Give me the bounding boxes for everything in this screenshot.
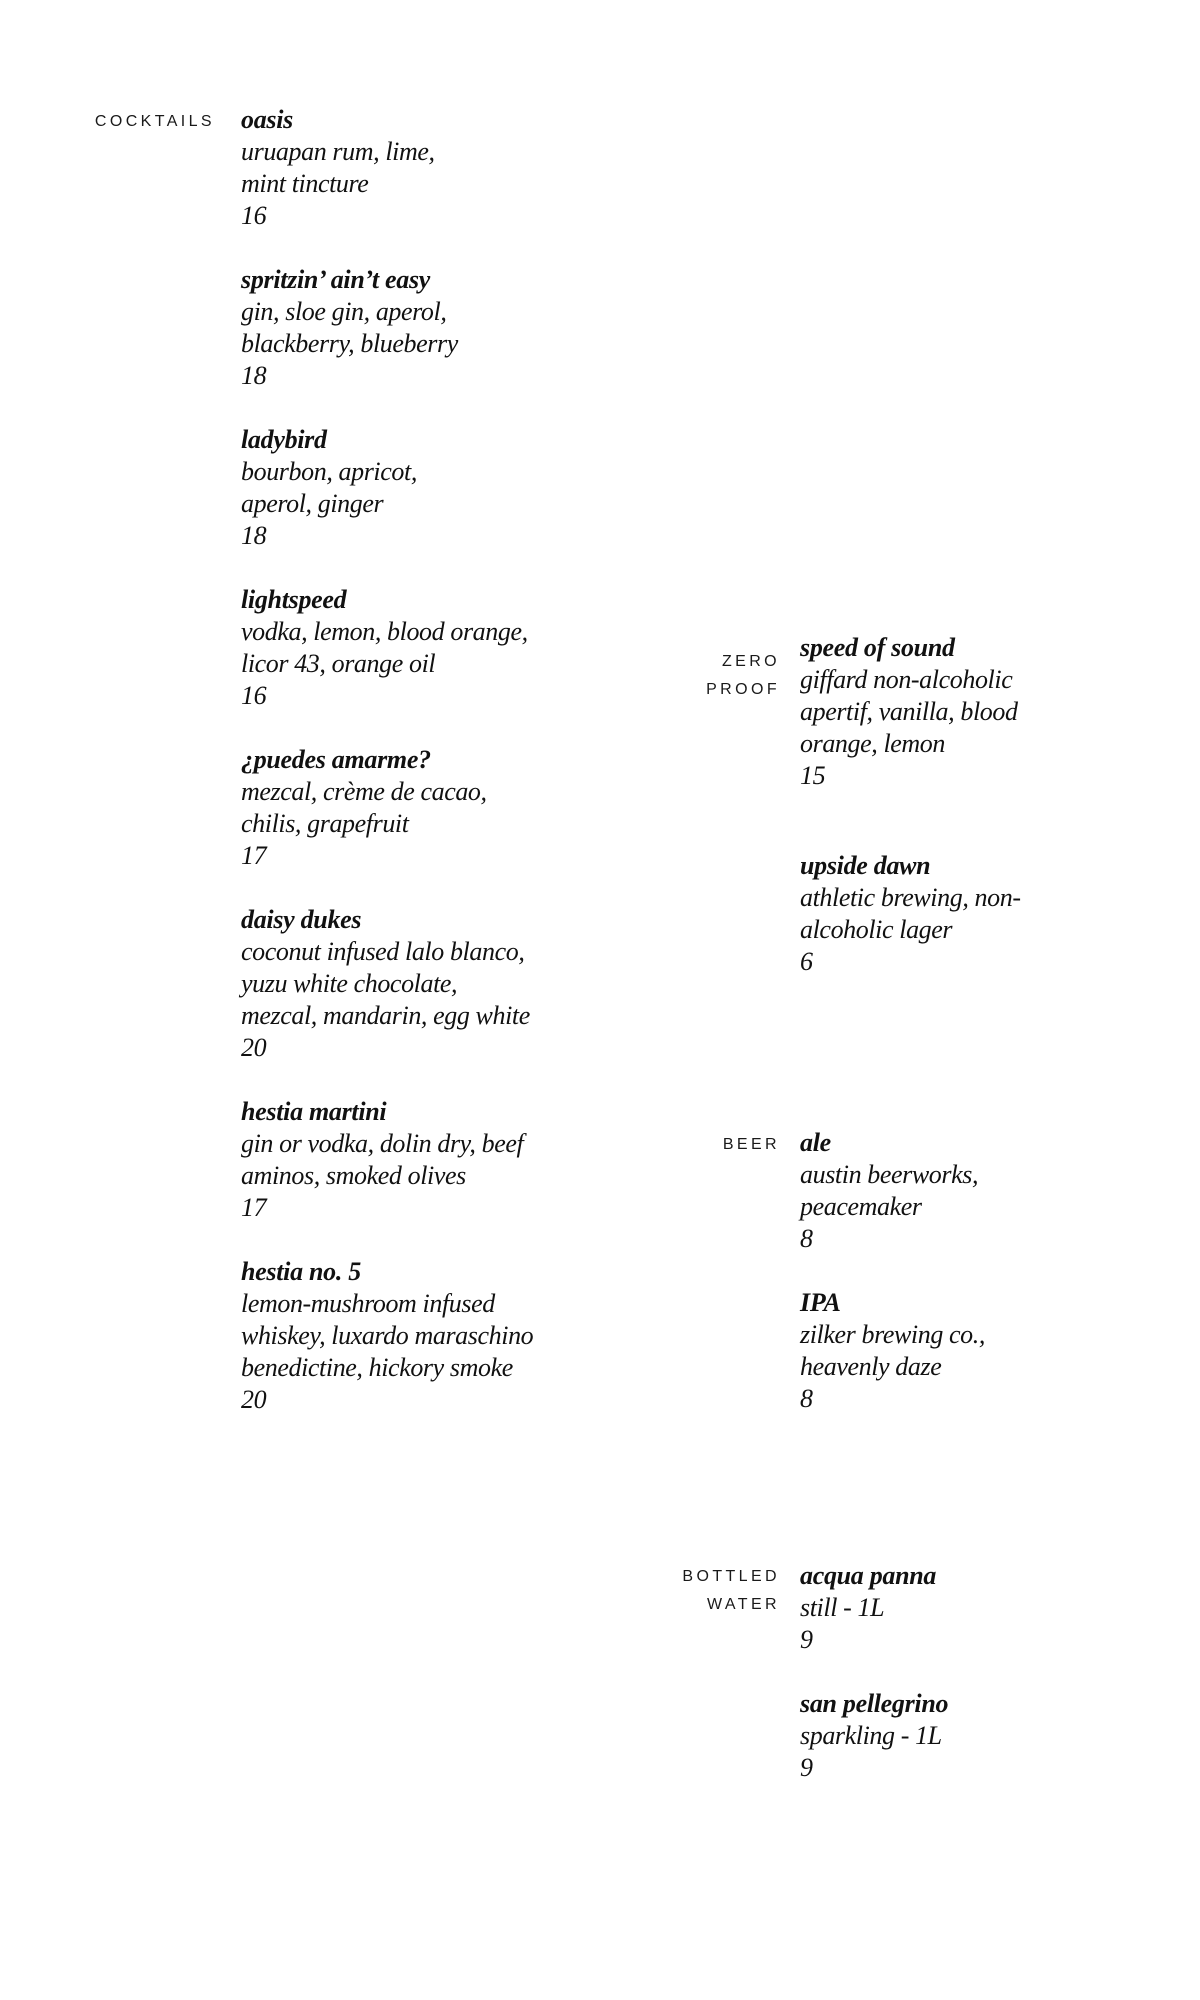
item-name: ale [800, 1128, 831, 1157]
item-desc-line: licor 43, orange oil [241, 649, 436, 678]
item-price: 16 [241, 201, 267, 230]
item-name: lightspeed [241, 585, 347, 614]
item-desc-line: peacemaker [800, 1192, 922, 1221]
menu-item [241, 904, 621, 1064]
beer-list [800, 1127, 1100, 1415]
item-desc-line: gin or vodka, dolin dry, beef [241, 1129, 524, 1158]
item-desc-line: whiskey, luxardo maraschino [241, 1321, 534, 1350]
item-desc-line: alcoholic lager [800, 915, 953, 944]
item-desc-line: heavenly daze [800, 1352, 942, 1381]
item-name: san pellegrino [800, 1689, 949, 1718]
menu-item [241, 424, 621, 552]
item-name: upside dawn [800, 851, 931, 880]
item-desc-line: sparkling - 1L [800, 1721, 942, 1750]
section-label-text: WATER [707, 1596, 780, 1613]
bottled-water-list [800, 1560, 1100, 1784]
item-name: daisy dukes [241, 905, 362, 934]
item-price: 6 [800, 947, 813, 976]
item-desc-line: uruapan rum, lime, [241, 137, 435, 166]
menu-item [800, 1127, 1100, 1255]
section-label-cocktails [60, 108, 215, 136]
item-desc-line: chilis, grapefruit [241, 809, 409, 838]
item-desc-line: blackberry, blueberry [241, 329, 458, 358]
item-price: 8 [800, 1224, 813, 1253]
item-desc-line: giffard non-alcoholic [800, 665, 1013, 694]
item-desc-line: yuzu white chocolate, [241, 969, 458, 998]
menu-item [241, 264, 621, 392]
item-price: 18 [241, 361, 267, 390]
zero-proof-list [800, 632, 1100, 978]
item-desc-line: mezcal, crème de cacao, [241, 777, 487, 806]
item-name: hestia martini [241, 1097, 387, 1126]
section-label-text: ZERO [721, 653, 780, 670]
section-label-beer [620, 1131, 780, 1159]
menu-item [241, 744, 621, 872]
item-name: IPA [800, 1288, 841, 1317]
item-price: 9 [800, 1625, 813, 1654]
menu-item [800, 850, 1100, 978]
item-desc-line: apertif, vanilla, blood [800, 697, 1018, 726]
item-desc-line: lemon-mushroom infused [241, 1289, 495, 1318]
item-name: ¿puedes amarme? [241, 745, 431, 774]
item-desc-line: bourbon, apricot, [241, 457, 417, 486]
menu-item [800, 632, 1100, 792]
item-desc-line: athletic brewing, non- [800, 883, 1021, 912]
item-desc-line: aperol, ginger [241, 489, 384, 518]
item-price: 20 [241, 1033, 267, 1062]
item-name: acqua panna [800, 1561, 937, 1590]
item-name: hestia no. 5 [241, 1257, 361, 1286]
item-desc-line: vodka, lemon, blood orange, [241, 617, 528, 646]
item-name: speed of sound [800, 633, 955, 662]
section-label-zero-proof [620, 648, 780, 704]
menu-item [241, 1256, 621, 1416]
item-desc-line: mint tincture [241, 169, 369, 198]
menu-item [241, 104, 621, 232]
item-desc-line: orange, lemon [800, 729, 945, 758]
menu-item [241, 1096, 621, 1224]
menu-item [800, 1688, 1100, 1784]
section-label-text: BEER [722, 1136, 780, 1153]
section-label-text: PROOF [706, 681, 780, 698]
item-price: 8 [800, 1384, 813, 1413]
item-name: ladybird [241, 425, 327, 454]
cocktails-list [241, 104, 621, 1416]
item-desc-line: austin beerworks, [800, 1160, 979, 1189]
item-name: oasis [241, 105, 293, 134]
item-price: 15 [800, 761, 826, 790]
item-price: 20 [241, 1385, 267, 1414]
item-desc-line: aminos, smoked olives [241, 1161, 466, 1190]
menu-item [241, 584, 621, 712]
section-label-bottled-water [620, 1563, 780, 1619]
item-price: 16 [241, 681, 267, 710]
item-price: 9 [800, 1753, 813, 1782]
item-desc-line: benedictine, hickory smoke [241, 1353, 513, 1382]
item-desc-line: still - 1L [800, 1593, 885, 1622]
item-desc-line: zilker brewing co., [800, 1320, 985, 1349]
item-desc-line: gin, sloe gin, aperol, [241, 297, 447, 326]
item-desc-line: coconut infused lalo blanco, [241, 937, 525, 966]
section-label-text: BOTTLED [682, 1568, 780, 1585]
item-desc-line: mezcal, mandarin, egg white [241, 1001, 530, 1030]
item-price: 17 [241, 1193, 267, 1222]
item-price: 17 [241, 841, 267, 870]
item-name: spritzin’ ain’t easy [241, 265, 431, 294]
menu-item [800, 1287, 1100, 1415]
item-price: 18 [241, 521, 267, 550]
section-label-text: COCKTAILS [94, 113, 215, 130]
menu-item [800, 1560, 1100, 1656]
